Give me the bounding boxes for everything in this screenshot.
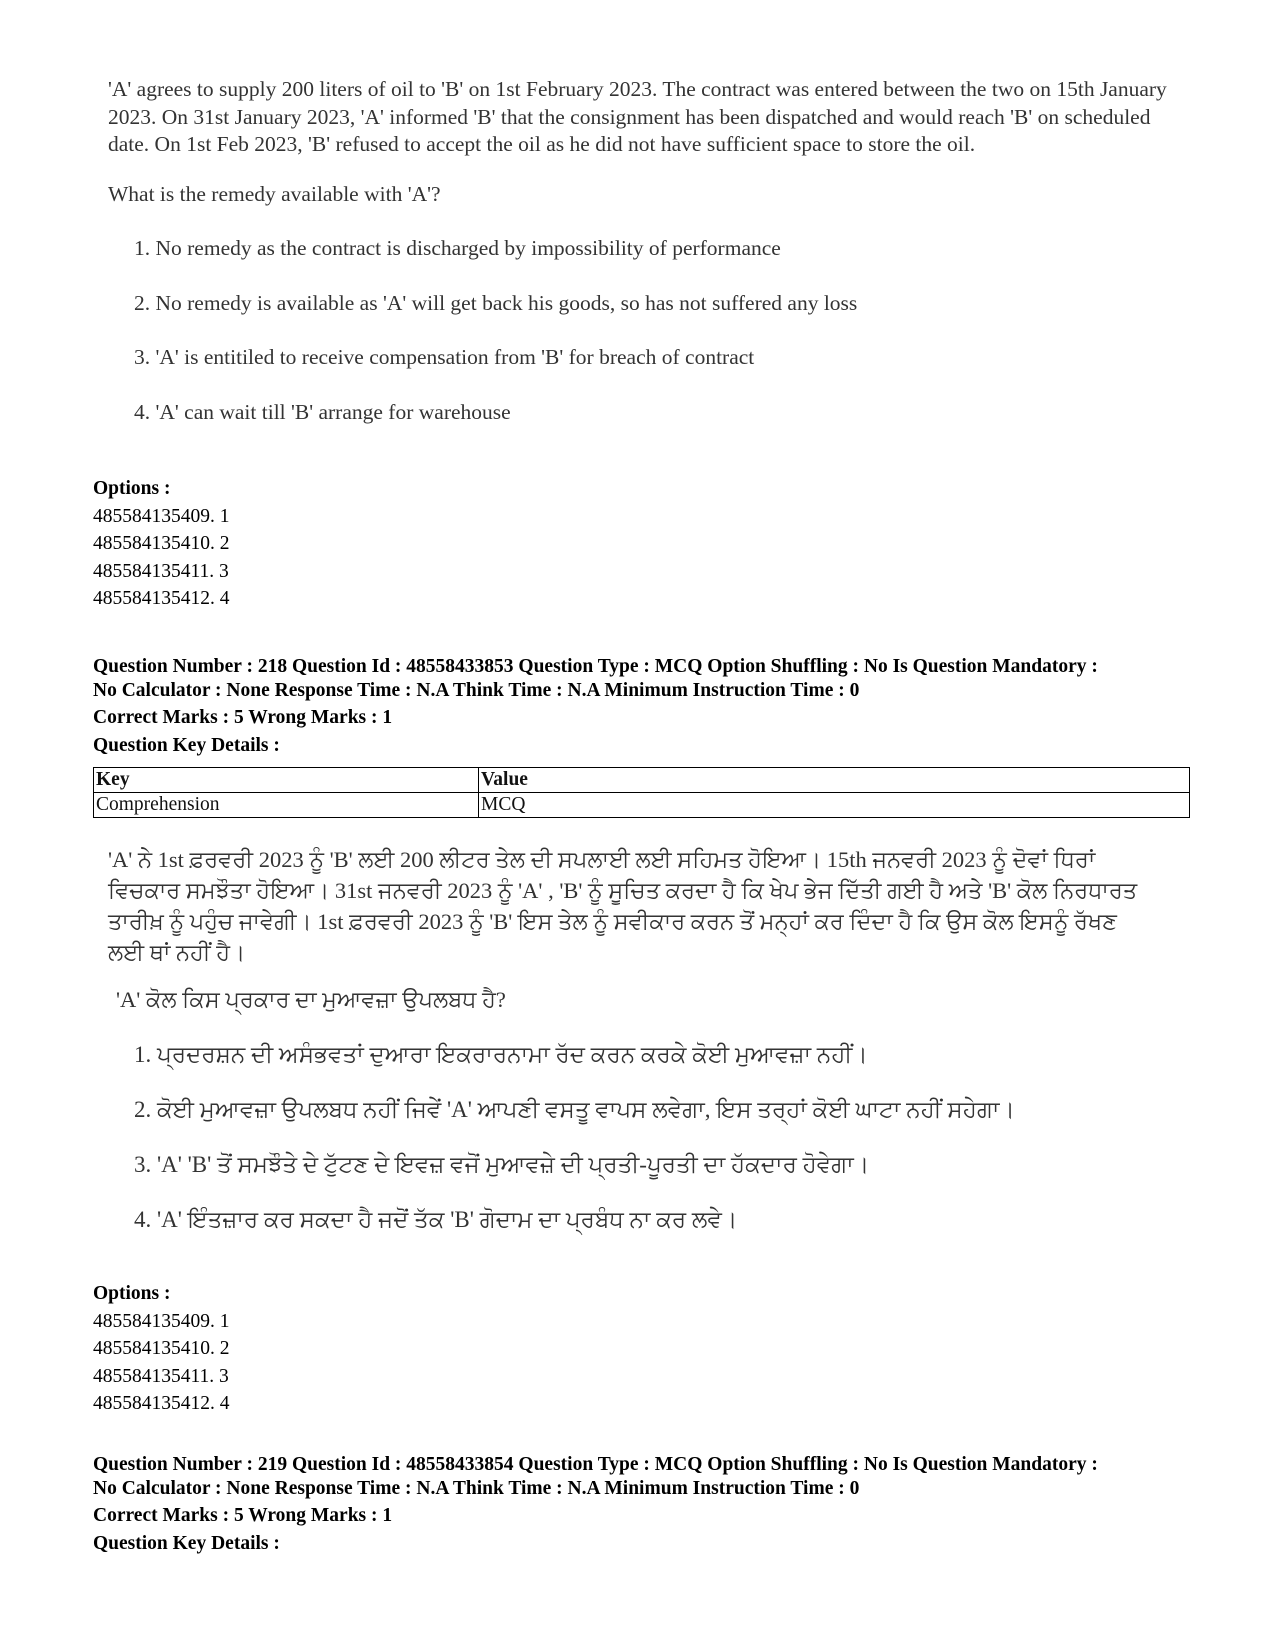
english-choice-4: 4. 'A' can wait till 'B' arrange for warehouse bbox=[134, 399, 511, 424]
english-question-image bbox=[108, 76, 1208, 426]
english-question-stem: 'A' agrees to supply 200 liters of oil to 'B' on 1st February 2023. The contract was entered between the two on 15th January 2023. On 31st January 2023, 'A' informed 'B' that the consignment has been dispatched and would reach 'B' on scheduled date. On 1st Feb 2023, 'B' refused to accept the oil as he did not have sufficient space to store the oil. bbox=[108, 77, 1167, 156]
table-header-key: Key bbox=[94, 768, 479, 793]
english-choice-list bbox=[108, 235, 1208, 426]
english-choice-1: 1. No remedy as the contract is discharged by impossibility of performance bbox=[134, 236, 781, 260]
option-item: 485584135410. 2 bbox=[93, 1338, 230, 1359]
punjabi-question-stem: 'A' ਨੇ 1st ਫ਼ਰਵਰੀ 2023 ਨੂੰ 'B' ਲਈ 200 ਲੀਟਰ ਤੇਲ ਦੀ ਸਪਲਾਈ ਲਈ ਸਹਿਮਤ ਹੋਇਆ। 15th ਜਨਵਰੀ 2023 ਨੂੰ ਦੋਵਾਂ ਧਿਰਾਂ ਵਿਚਕਾਰ ਸਮਝੌਤਾ ਹੋਇਆ। 31st ਜਨਵਰੀ 2023 ਨੂੰ 'A' , 'B' ਨੂੰ ਸੂਚਿਤ ਕਰਦਾ ਹੈ ਕਿ ਖੇਪ ਭੇਜ ਦਿੱਤੀ ਗਈ ਹੈ ਅਤੇ 'B' ਕੋਲ ਨਿਰਧਾਰਤ ਤਾਰੀਖ਼ ਨੂੰ ਪਹੁੰਚ ਜਾਵੇਗੀ। 1st ਫ਼ਰਵਰੀ 2023 ਨੂੰ 'B' ਇਸ ਤੇਲ ਨੂੰ ਸਵੀਕਾਰ ਕਰਨ ਤੋਂ ਮਨ੍ਹਾਂ ਕਰ ਦਿੰਦਾ ਹੈ ਕਿ ਉਸ ਕੋਲ ਇਸਨੂੰ ਰੱਖਣ ਲਈ ਥਾਂ ਨਹੀਂ ਹੈ। bbox=[108, 847, 1138, 965]
punjabi-choice-list bbox=[108, 1039, 1208, 1235]
table-cell-key: Comprehension bbox=[94, 793, 479, 818]
table-header-row bbox=[94, 768, 1190, 793]
question-219-meta bbox=[93, 1453, 1193, 1557]
options-heading: Options : bbox=[93, 478, 171, 499]
punjabi-question-ask: 'A' ਕੋਲ ਕਿਸ ਪ੍ਰਕਾਰ ਦਾ ਮੁਆਵਜ਼ਾ ਉਪਲਬਧ ਹੈ? bbox=[116, 987, 506, 1012]
key-details-heading: Question Key Details : bbox=[93, 1532, 280, 1554]
option-item: 485584135409. 1 bbox=[93, 505, 230, 527]
punjabi-question-image bbox=[108, 844, 1208, 1235]
question-218-meta bbox=[93, 655, 1193, 759]
options-heading: Options : bbox=[93, 1283, 171, 1304]
question-meta-line-1: Question Number : 218 Question Id : 48558433853 Question Type : MCQ Option Shuffling : No Is Question Mandatory : bbox=[93, 656, 1098, 677]
marks-line: Correct Marks : 5 Wrong Marks : 1 bbox=[93, 707, 393, 728]
option-item: 485584135412. 4 bbox=[93, 1393, 230, 1414]
option-item: 485584135411. 3 bbox=[93, 560, 229, 582]
options-block-2 bbox=[93, 1280, 1193, 1418]
question-meta-line-2: No Calculator : None Response Time : N.A Think Time : N.A Minimum Instruction Time : 0 bbox=[93, 679, 860, 701]
question-meta-line-1: Question Number : 219 Question Id : 48558433854 Question Type : MCQ Option Shuffling : No Is Question Mandatory : bbox=[93, 1454, 1098, 1475]
english-question-ask: What is the remedy available with 'A'? bbox=[108, 181, 441, 206]
punjabi-choice-3: 3. 'A' 'B' ਤੋਂ ਸਮਝੌਤੇ ਦੇ ਟੁੱਟਣ ਦੇ ਇਵਜ਼ ਵਜੋਂ ਮੁਆਵਜ਼ੇ ਦੀ ਪ੍ਰਤੀ-ਪੂਰਤੀ ਦਾ ਹੱਕਦਾਰ ਹੋਵੇਗਾ। bbox=[134, 1152, 870, 1177]
options-block-1 bbox=[93, 475, 1193, 613]
key-details-heading: Question Key Details : bbox=[93, 734, 280, 756]
table-header-value: Value bbox=[479, 768, 1190, 793]
punjabi-choice-4: 4. 'A' ਇੰਤਜ਼ਾਰ ਕਰ ਸਕਦਾ ਹੈ ਜਦੋਂ ਤੱਕ 'B' ਗੋਦਾਮ ਦਾ ਪ੍ਰਬੰਧ ਨਾ ਕਰ ਲਵੇ। bbox=[134, 1207, 738, 1232]
option-item: 485584135412. 4 bbox=[93, 588, 230, 609]
english-choice-2: 2. No remedy is available as 'A' will get back his goods, so has not suffered any loss bbox=[134, 290, 858, 315]
option-item: 485584135411. 3 bbox=[93, 1365, 229, 1387]
marks-line: Correct Marks : 5 Wrong Marks : 1 bbox=[93, 1505, 393, 1526]
table-cell-value: MCQ bbox=[479, 793, 1190, 818]
question-key-table bbox=[93, 767, 1190, 818]
option-item: 485584135409. 1 bbox=[93, 1310, 230, 1332]
question-meta-line-2: No Calculator : None Response Time : N.A Think Time : N.A Minimum Instruction Time : 0 bbox=[93, 1477, 860, 1499]
english-choice-3: 3. 'A' is entitiled to receive compensation from 'B' for breach of contract bbox=[134, 345, 755, 369]
punjabi-choice-2: 2. ਕੋਈ ਮੁਆਵਜ਼ਾ ਉਪਲਬਧ ਨਹੀਂ ਜਿਵੇਂ 'A' ਆਪਣੀ ਵਸਤੂ ਵਾਪਸ ਲਵੇਗਾ, ਇਸ ਤਰ੍ਹਾਂ ਕੋਈ ਘਾਟਾ ਨਹੀਂ ਸਹੇਗਾ। bbox=[134, 1097, 1015, 1122]
punjabi-choice-1: 1. ਪ੍ਰਦਰਸ਼ਨ ਦੀ ਅਸੰਭਵਤਾਂ ਦੁਆਰਾ ਇਕਰਾਰਨਾਮਾ ਰੱਦ ਕਰਨ ਕਰਕੇ ਕੋਈ ਮੁਆਵਜ਼ਾ ਨਹੀਂ। bbox=[134, 1042, 868, 1067]
option-item: 485584135410. 2 bbox=[93, 533, 230, 554]
table-row bbox=[94, 793, 1190, 818]
